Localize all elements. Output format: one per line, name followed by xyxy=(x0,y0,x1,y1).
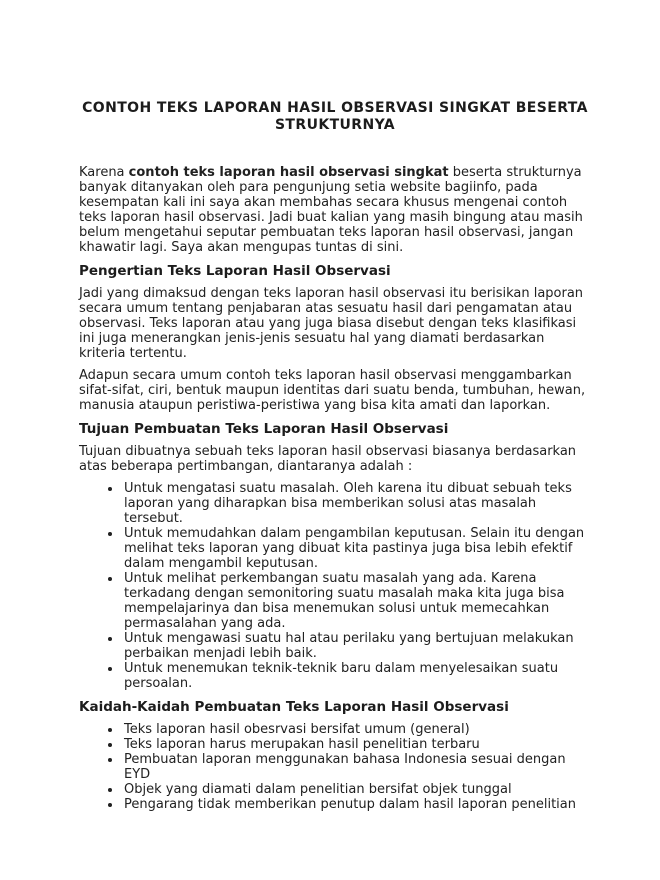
intro-paragraph xyxy=(79,165,591,255)
intro-text-bold-phrase: contoh teks laporan hasil observasi singkat xyxy=(128,165,449,180)
list-item: • Untuk menemukan teknik-teknik baru dalam menyelesaikan suatu persoalan. xyxy=(122,661,591,691)
document-title: CONTOH TEKS LAPORAN HASIL OBSERVASI SINGKAT BESERTA STRUKTURNYA xyxy=(82,100,588,133)
list-item: • Pengarang tidak memberikan penutup dalam hasil laporan penelitian xyxy=(122,797,591,812)
tujuan-bullet-list xyxy=(79,481,591,691)
list-item: • Untuk melihat perkembangan suatu masalah yang ada. Karena terkadang dengan semonitoring suatu masalah maka kita juga bisa mempelajarinya dan bisa menemukan solusi untuk memecahkan permasalahan yang ada. xyxy=(122,571,591,631)
list-item: • Teks laporan harus merupakan hasil penelitian terbaru xyxy=(122,737,591,752)
list-item: • Teks laporan hasil obesrvasi bersifat umum (general) xyxy=(122,722,591,737)
pengertian-paragraph-2: Adapun secara umum contoh teks laporan hasil observasi menggambarkan sifat-sifat, ciri, bentuk maupun identitas dari suatu benda, tumbuhan, hewan, manusia ataupun peristiwa-peristiwa yang bisa kita amati dan laporkan. xyxy=(79,368,586,413)
section-heading-kaidah: Kaidah-Kaidah Pembuatan Teks Laporan Hasil Observasi xyxy=(79,699,509,715)
pengertian-paragraph-1: Jadi yang dimaksud dengan teks laporan hasil observasi itu berisikan laporan secara umum tentang penjabaran atas sesuatu hasil dari pengamatan atau observasi. Teks laporan atau yang juga biasa disebut dengan teks klasifikasi ini juga menerangkan jenis-jenis sesuatu hal yang diamati berdasarkan kriteria tertentu. xyxy=(79,286,584,361)
section-heading-tujuan: Tujuan Pembuatan Teks Laporan Hasil Observasi xyxy=(79,421,449,437)
list-item: • Pembuatan laporan menggunakan bahasa Indonesia sesuai dengan EYD xyxy=(122,752,591,782)
kaidah-bullet-list xyxy=(79,722,591,812)
list-item: • Objek yang diamati dalam penelitian bersifat objek tunggal xyxy=(122,782,591,797)
list-item: • Untuk mengawasi suatu hal atau perilaku yang bertujuan melakukan perbaikan menjadi lebih baik. xyxy=(122,631,591,661)
list-item: • Untuk memudahkan dalam pengambilan keputusan. Selain itu dengan melihat teks laporan yang dibuat kita pastinya juga bisa lebih efektif dalam mengambil keputusan. xyxy=(122,526,591,571)
tujuan-intro-paragraph: Tujuan dibuatnya sebuah teks laporan hasil observasi biasanya berdasarkan atas beberapa pertimbangan, diantaranya adalah : xyxy=(79,444,577,474)
intro-text-post: beserta strukturnya banyak ditanyakan oleh para pengunjung setia website bagiinfo, pada kesempatan kali ini saya akan membahas secara khusus mengenai contoh teks laporan hasil observasi. Jadi buat kalian yang masih bingung atau masih belum mengetahui seputar pembuatan teks laporan hasil observasi, jangan khawatir lagi. Saya akan mengupas tuntas di sini. xyxy=(79,165,583,255)
intro-text-pre: Karena xyxy=(79,165,129,180)
section-heading-pengertian: Pengertian Teks Laporan Hasil Observasi xyxy=(79,263,391,279)
list-item: • Untuk mengatasi suatu masalah. Oleh karena itu dibuat sebuah teks laporan yang diharapkan bisa memberikan solusi atas masalah tersebut. xyxy=(122,481,591,526)
